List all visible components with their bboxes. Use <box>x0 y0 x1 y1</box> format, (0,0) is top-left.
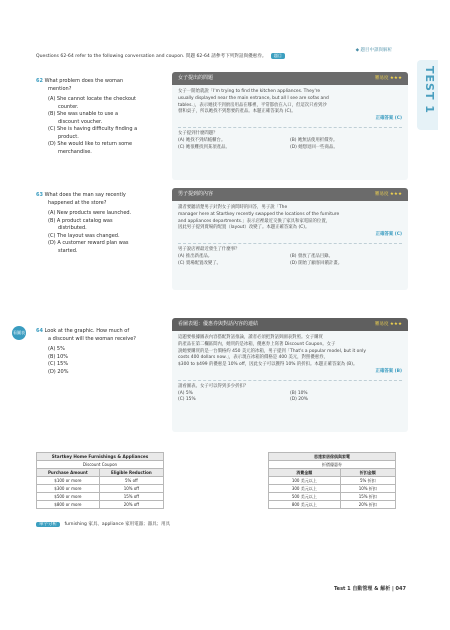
question-number: 63 <box>36 192 43 198</box>
side-tab-label: TEST 1 <box>423 66 436 114</box>
option-b-cont: discount voucher. <box>58 118 103 125</box>
vocab-line <box>36 521 170 527</box>
panel-text: 發和桌子，所以她找不到想要的產品。本題正確答案為 (C)。 <box>178 109 296 115</box>
panel-title: 看圖表題：優惠券與對話內容的連結 <box>178 321 259 327</box>
table-row <box>37 485 164 493</box>
translated-option: (A) 她找不到結帳櫃台。 <box>178 137 226 143</box>
table-cell: 15% 折扣 <box>340 493 395 501</box>
explanation-panel-64 <box>172 318 408 432</box>
panel-text: 女子一開始就說「I'm trying to find the kitchen appliances. They're <box>178 89 321 94</box>
difficulty-badge: 難易度 ★★★ <box>374 76 402 81</box>
vocab-text: furnishing 家具、appliance 家用電器；器具；用具 <box>64 522 171 527</box>
question-64 <box>36 328 164 376</box>
difficulty-badge: 難易度 ★★★ <box>374 192 402 197</box>
question-number: 62 <box>36 78 43 84</box>
correct-answer: 正確答案 (C) <box>375 116 402 122</box>
panel-text: 因此男子提到賣場的配置（layout）改變了。本題正確答案為 (C)。 <box>178 225 310 231</box>
table-row <box>269 485 396 493</box>
table-cell: 500 美元以上 <box>269 493 341 501</box>
translated-option: (B) 發放了產品目錄。 <box>290 253 333 259</box>
table-row <box>37 477 164 485</box>
translated-question: 男子說店裡最近發生了什麼事？ <box>178 246 240 252</box>
option-b: (B) A product catalog was <box>48 217 113 224</box>
translated-option: (D) 20% <box>290 397 308 403</box>
table-cell: $800 or more <box>37 501 100 509</box>
panel-text: 說她要購買的是一台價格約 450 美元的冰箱，男子提到「That's a popular model, but it only <box>178 348 366 354</box>
table-cell: 800 美元以上 <box>269 501 341 509</box>
table-row <box>269 493 396 501</box>
question-62 <box>36 78 164 156</box>
option-c: (C) She is having difficulty finding a <box>48 126 138 132</box>
panel-text: 讀者要聽清楚男子針對女子詢問時的回答，男子說「The <box>178 205 288 210</box>
translated-option: (C) 15% <box>178 397 196 403</box>
coupon-table-chinese <box>268 452 396 509</box>
translated-option: (C) 賣場配置改變了。 <box>178 260 222 266</box>
question-63 <box>36 192 164 255</box>
table-cell: $100 or more <box>37 477 100 485</box>
table-cell: 20% 折扣 <box>340 501 395 509</box>
table-cell: 10% 折扣 <box>340 485 395 493</box>
graphic-question-icon: 看圖表 <box>12 326 26 340</box>
intro-text: Questions 62-64 refer to the following conversation and coupon. 問題 62-64 請參考下列對話與優惠券。 <box>36 54 267 59</box>
explanation-panel-62 <box>172 72 408 180</box>
coupon-store-name: Startkey Home Furnishings & Appliances <box>37 453 164 461</box>
difficulty-badge: 難易度 ★★★ <box>374 322 402 327</box>
option-a: (A) New products were launched. <box>48 210 132 216</box>
test-side-tab <box>417 60 438 130</box>
panel-text: $300 to $499 的優惠是 10% off，因此女子可以獲得 10% 的折扣。本題正確答案為 (B)。 <box>178 362 358 368</box>
question-stem: Look at the graphic. How much of <box>44 328 130 334</box>
question-stem: mention? <box>48 85 72 92</box>
option-a: (A) She cannot locate the checkout <box>48 96 137 102</box>
translated-question: 請看圖表。女子可以得到多少折扣？ <box>178 383 249 389</box>
question-stem: happened at the store? <box>48 199 107 206</box>
panel-text: 這題要根據圖表內容搭配對話推論，讀者必須把對話與圖表對照。女子購買 <box>178 335 323 340</box>
option-b: (B) 10% <box>48 353 69 360</box>
translated-option: (D) 她想退回一些商品。 <box>290 144 338 150</box>
panel-title: 男子提到的內容 <box>178 191 214 197</box>
option-d: (D) A customer reward plan was <box>48 240 129 246</box>
column-header: Purchase Amount <box>37 469 100 477</box>
vocab-pill: 單字分析 <box>36 522 60 527</box>
coupon-subtitle: 折價優惠券 <box>269 461 396 469</box>
option-b: (B) She was unable to use a <box>48 111 119 117</box>
page-footer: Test 1 自動管理 & 解析 | 047 <box>333 586 406 592</box>
translated-option: (A) 5% <box>178 390 193 396</box>
translated-option: (D) 開始了顧客回饋計畫。 <box>290 260 343 266</box>
table-cell: 5% 折扣 <box>340 477 395 485</box>
question-number: 64 <box>36 328 43 334</box>
option-c: (C) The layout was changed. <box>48 232 120 239</box>
panel-text: usually displayed near the main entrance, but all I see are sofas and <box>178 95 329 101</box>
intro-line <box>36 53 285 59</box>
question-stem: What problem does the woman <box>44 78 124 84</box>
section-tag: ◆ 題目中譯與解析 <box>355 48 392 53</box>
coupon-store-name: 思達家居傢俱與家電 <box>269 453 396 461</box>
table-cell: 10% off <box>99 485 163 493</box>
column-header: Eligible Reduction <box>99 469 163 477</box>
table-cell: 100 美元以上 <box>269 477 341 485</box>
translated-question: 女子提到什麼問題？ <box>178 130 218 136</box>
panel-header <box>172 188 408 201</box>
column-header: 消費金額 <box>269 469 341 477</box>
option-c: (C) 15% <box>48 361 69 367</box>
panel-text: 的產品在第二欄區間內，她買的是冰箱，優惠券上寫著 Discount Coupon。女子 <box>178 341 336 347</box>
coupon-table-english <box>36 452 164 509</box>
translated-option: (C) 她很難找到某項產品。 <box>178 144 230 150</box>
table-cell: 300 美元以上 <box>269 485 341 493</box>
option-d: (D) She would like to return some <box>48 141 133 147</box>
option-b-cont: distributed. <box>58 225 87 231</box>
table-cell: 20% off <box>99 501 163 509</box>
option-d: (D) 20% <box>48 368 69 375</box>
translated-option: (B) 她無法使用折價券。 <box>290 137 338 143</box>
translated-option: (B) 10% <box>290 390 308 396</box>
coupon-subtitle: Discount Coupon <box>37 461 164 469</box>
explanation-panel-63 <box>172 188 408 290</box>
intro-pill: 題目 <box>271 53 285 59</box>
table-cell: 5% off <box>99 477 163 485</box>
column-header: 折扣金額 <box>340 469 395 477</box>
table-cell: $500 or more <box>37 493 100 501</box>
option-a: (A) 5% <box>48 346 65 352</box>
question-stem: a discount will the woman receive? <box>48 335 136 342</box>
option-c-cont: product. <box>58 133 79 140</box>
table-cell: 15% off <box>99 493 163 501</box>
option-a-cont: counter. <box>58 103 79 110</box>
table-cell: $300 or more <box>37 485 100 493</box>
option-d-cont: merchandise. <box>58 148 92 155</box>
question-stem: What does the man say recently <box>44 192 126 198</box>
table-row <box>269 477 396 485</box>
correct-answer: 正確答案 (B) <box>375 368 402 374</box>
table-row <box>37 493 164 501</box>
panel-title: 女子提出的問題 <box>178 75 214 81</box>
panel-header <box>172 318 408 331</box>
panel-text: costs 400 dollars now.」，表示現在冰箱的價格是 400 美元，對照優惠券， <box>178 355 328 361</box>
table-row <box>37 501 164 509</box>
panel-header <box>172 72 408 85</box>
panel-text: manager here at Startkey recently swapped the locations of the furniture <box>178 211 340 217</box>
translated-option: (A) 推出新產品。 <box>178 253 213 259</box>
correct-answer: 正確答案 (C) <box>375 232 402 238</box>
table-row <box>269 501 396 509</box>
option-d-cont: started. <box>58 247 78 254</box>
panel-text: and appliances departments.」表示店裡最近交換了家具和家電區的位置， <box>178 218 331 224</box>
panel-text: tables.」，表示她找不到廚房用品在哪裡，平常都放在入口，但這次只看到沙 <box>178 102 327 108</box>
